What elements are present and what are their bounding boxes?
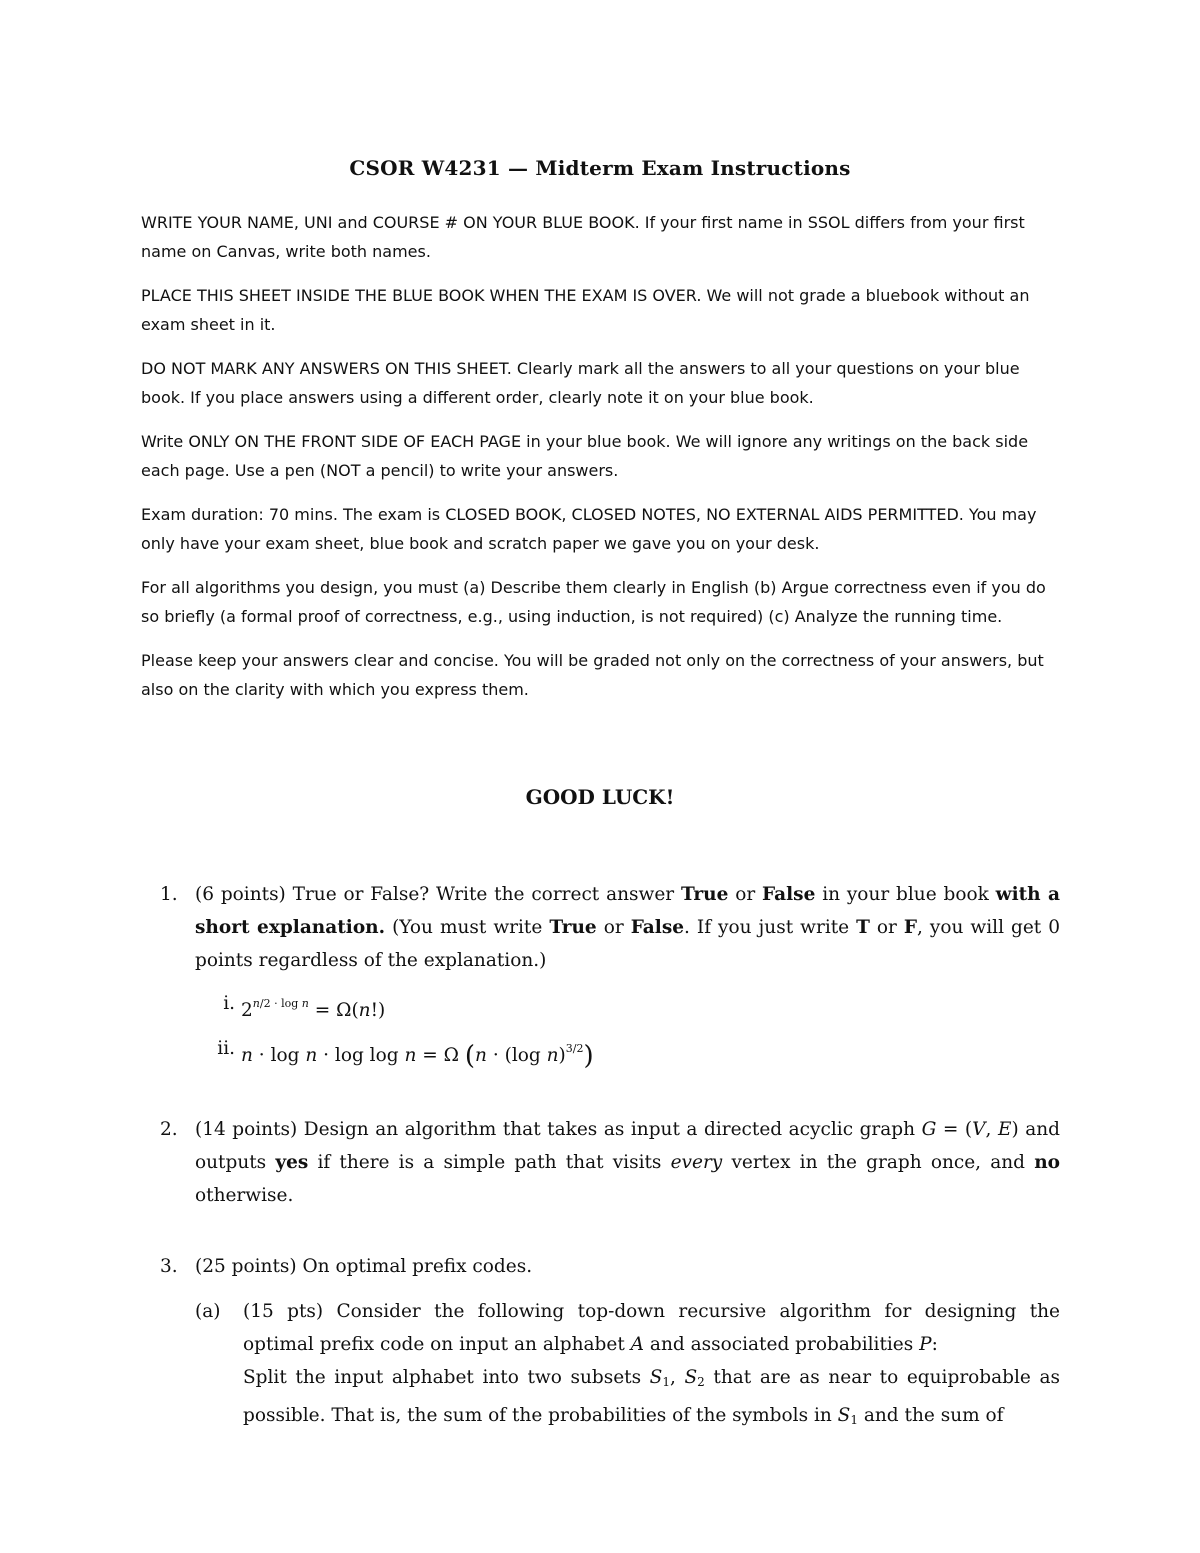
formula-ii: n · log n · log log n = Ω (n · (log n)$^{3/2}$) xyxy=(241,1041,594,1071)
subset-s1-symbol: $S_1$ xyxy=(837,1405,858,1427)
problem-text: or xyxy=(869,917,904,938)
emph-text: F xyxy=(903,917,918,938)
instruction-no-marks-rest: Clearly mark all the answers to all your questions on your blue book. If you place answers using a different order, clearly note it on your blue book. xyxy=(141,359,1020,407)
problem-3a xyxy=(195,1295,1060,1437)
instruction-no-marks xyxy=(141,354,1066,412)
instruction-name-uni-emph: WRITE YOUR NAME, UNI and COURSE # ON YOUR BLUE BOOK. xyxy=(141,213,640,232)
instruction-front-side-rest: in your blue book. We will ignore any writings on the back side each page. Use a pen (NOT a pencil) to write your answers. xyxy=(141,432,1029,480)
problem-text: Split the input alphabet into two subsets xyxy=(243,1367,650,1388)
instruction-duration-pre: Exam duration: 70 mins. xyxy=(141,505,343,524)
true-false-item-ii xyxy=(195,1030,1060,1075)
emph-text: with a short explanation. xyxy=(195,884,1060,938)
instruction-front-side-emph: ONLY ON THE FRONT SIDE OF EACH PAGE xyxy=(188,432,522,451)
problem-text: or xyxy=(728,884,763,905)
item-label: ii. xyxy=(217,1038,235,1059)
probabilities-symbol: P xyxy=(919,1334,932,1355)
problem-text: (14 points) Design an algorithm that takes as input a directed acyclic graph xyxy=(195,1119,922,1140)
instruction-concise: Please keep your answers clear and concise. You will be graded not only on the correctness of your answers, but also on the clarity with which you express them. xyxy=(141,651,1044,699)
problem-text: (15 pts) Consider the following top-down recursive algorithm for designing the optimal prefix code on input an alphabet xyxy=(243,1301,1060,1355)
problem-text: : xyxy=(931,1334,938,1355)
problem-text: (You must write xyxy=(385,917,550,938)
subpart-label: (a) xyxy=(195,1301,221,1322)
emph-text: False xyxy=(630,917,685,938)
problem-text: (25 points) On optimal prefix codes. xyxy=(195,1256,533,1277)
formula-i: $2^{n/2 \cdot log n} = \Omega(n!)$ xyxy=(241,997,386,1021)
emph-text: T xyxy=(856,917,870,938)
emph-text: no xyxy=(1034,1152,1061,1173)
instruction-algorithms: For all algorithms you design, you must (a) Describe them clearly in English (b) Argue correctness even if you do so briefly (a formal proof of correctness, e.g., using induction, is not required) (c) Analyze the running time. xyxy=(141,578,1046,626)
problem-1 xyxy=(160,878,1060,1075)
emph-text: True xyxy=(680,884,729,905)
italic-text: every xyxy=(670,1152,723,1173)
page-title: CSOR W4231 — Midterm Exam Instructions xyxy=(349,156,851,180)
instruction-duration-emph: The exam is CLOSED BOOK, CLOSED NOTES, NO EXTERNAL AIDS PERMITTED. xyxy=(342,505,964,524)
true-false-items xyxy=(195,985,1060,1075)
instruction-front-side-pre: Write xyxy=(141,432,189,451)
problem-text: and the sum of xyxy=(857,1405,1004,1426)
instruction-place-sheet-rest: We will not grade a bluebook without an exam sheet in it. xyxy=(141,286,1030,334)
problem-text: otherwise. xyxy=(195,1185,294,1206)
graph-formula: G = (V, E) xyxy=(921,1119,1019,1140)
instruction-place-sheet xyxy=(141,281,1066,339)
item-label: i. xyxy=(223,993,235,1014)
instructions-section xyxy=(141,208,1066,719)
problem-text: and outputs xyxy=(195,1119,1061,1173)
problem-text: that are as near to equiprobable as possible. That is, the sum of the probabilities of the symbols in xyxy=(243,1367,1060,1426)
problem-number: 2. xyxy=(160,1119,178,1140)
problem-number: 3. xyxy=(160,1256,178,1277)
problem-number: 1. xyxy=(160,884,178,905)
instruction-no-marks-emph: DO NOT MARK ANY ANSWERS ON THIS SHEET. xyxy=(141,359,512,378)
problem-text: if there is a simple path that visits xyxy=(308,1152,671,1173)
problem-text: or xyxy=(596,917,631,938)
instruction-duration-rest: You may only have your exam sheet, blue book and scratch paper we gave you on your desk. xyxy=(141,505,1037,553)
emph-text: True xyxy=(549,917,597,938)
good-luck-heading: GOOD LUCK! xyxy=(525,785,675,809)
problem-text: (6 points) True or False? Write the correct answer xyxy=(195,884,681,905)
alphabet-symbol: A xyxy=(630,1334,645,1355)
problem-2 xyxy=(160,1113,1060,1212)
emph-text: yes xyxy=(275,1152,309,1173)
instruction-place-sheet-emph: PLACE THIS SHEET INSIDE THE BLUE BOOK WHEN THE EXAM IS OVER. xyxy=(141,286,702,305)
emph-text: False xyxy=(762,884,816,905)
problem-text: and associated probabilities xyxy=(644,1334,920,1355)
instruction-duration xyxy=(141,500,1066,558)
subsets-formula: $S_1$, $S_2$ xyxy=(649,1367,705,1389)
problem-3 xyxy=(160,1250,1060,1437)
problem-text: . If you just write xyxy=(684,917,857,938)
problem-text: in your blue book xyxy=(815,884,996,905)
true-false-item-i xyxy=(195,985,1060,1030)
instruction-name-uni xyxy=(141,208,1066,266)
problem-text: , you will get 0 points regardless of the explanation.) xyxy=(195,917,1060,971)
instruction-front-side xyxy=(141,427,1066,485)
problem-text: vertex in the graph once, and xyxy=(722,1152,1035,1173)
instruction-name-uni-rest: If your first name in SSOL differs from your first name on Canvas, write both names. xyxy=(141,213,1025,261)
problems-section xyxy=(160,878,1060,1437)
